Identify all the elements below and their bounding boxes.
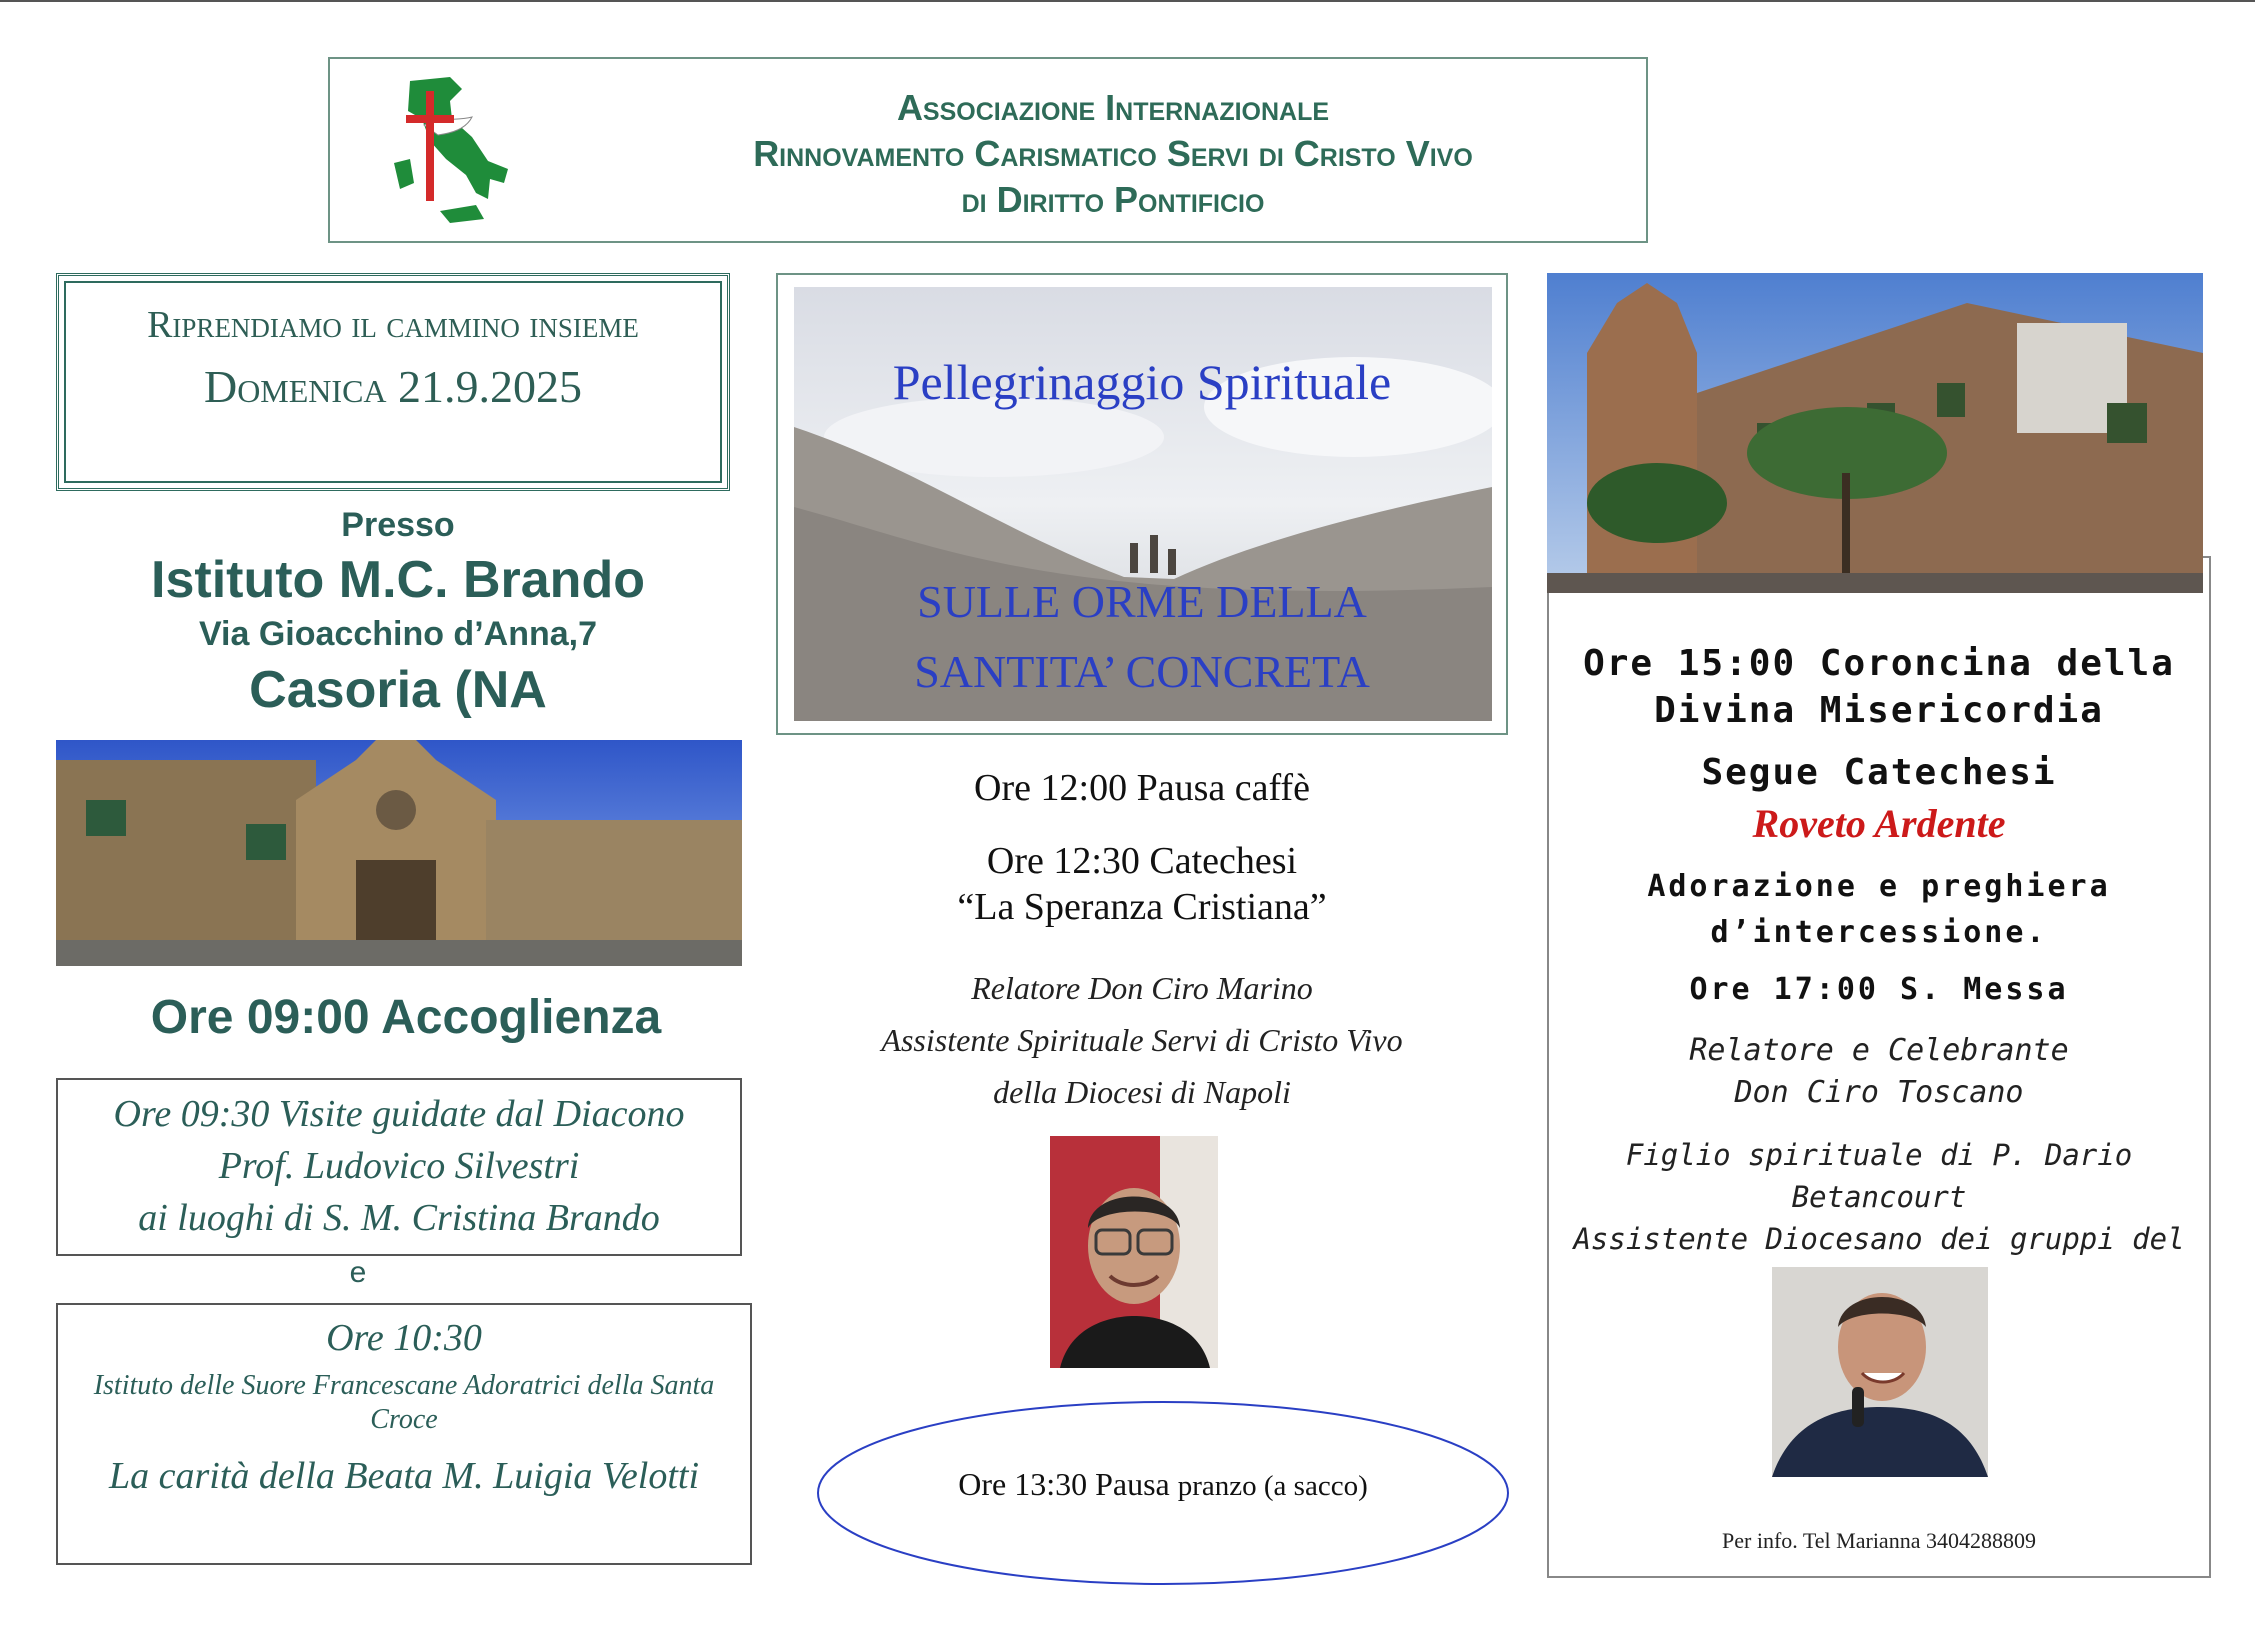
ore-1030-time: Ore 10:30 <box>326 1317 482 1359</box>
adorazione-line-2: d’intercessione. <box>1710 915 2048 950</box>
header-line-3: di Diritto Pontificio <box>961 179 1265 220</box>
ore-1500-line-1: Ore 15:00 Coroncina della <box>1583 643 2175 684</box>
visite-line-1: Ore 09:30 Visite guidate dal Diacono <box>113 1093 685 1135</box>
ore-1030-box <box>56 1303 752 1565</box>
relcel-line-1: Relatore e Celebrante <box>1689 1033 2069 1068</box>
ore-1200-text: Ore 12:00 Pausa caffè <box>974 767 1310 809</box>
istituto-building-photo <box>1547 273 2203 593</box>
visite-box <box>56 1078 742 1256</box>
conjunction-e: e <box>349 1256 367 1289</box>
pilgrimage-banner <box>776 273 1508 735</box>
relcel-line-2: Don Ciro Toscano <box>1734 1075 2024 1110</box>
orme-line-2: SANTITA’ CONCRETA <box>914 646 1370 697</box>
orme-line-1: SULLE ORME DELLA <box>917 576 1367 627</box>
roveto-ardente-title: Roveto Ardente <box>1752 801 2006 846</box>
relatore-line-2: Assistente Spirituale Servi di Cristo Vivo <box>881 1022 1403 1058</box>
ore-1230-block <box>776 838 1508 930</box>
adorazione-line-1: Adorazione e preghiera <box>1647 869 2111 904</box>
relatore-line-3: della Diocesi di Napoli <box>993 1074 1291 1110</box>
accoglienza-time: Ore 09:00 Accoglienza <box>150 991 662 1044</box>
venue-name: Istituto M.C. Brando <box>151 551 645 609</box>
presso-label: Presso <box>341 506 455 544</box>
segue-catechesi: Segue Catechesi <box>1701 752 2057 793</box>
visite-line-2: Prof. Ludovico Silvestri <box>218 1145 580 1187</box>
ore-1330-label: Ore 13:30 Pausa <box>958 1466 1170 1502</box>
adorazione-block <box>1547 864 2211 956</box>
ore-1230-text: Ore 12:30 Catechesi <box>986 840 1298 882</box>
italy-map-logo-icon <box>380 71 520 231</box>
info-contact: Per info. Tel Marianna 3404288809 <box>1722 1528 2036 1553</box>
ore-1700-messa: Ore 17:00 S. Messa <box>1689 972 2069 1007</box>
visite-line-3: ai luoghi di S. M. Cristina Brando <box>138 1197 660 1239</box>
title-date-box <box>56 273 730 491</box>
don-ciro-marino-photo <box>1050 1136 1218 1368</box>
pellegrinaggio-title: Pellegrinaggio Spirituale <box>892 354 1392 410</box>
riprendiamo-text: Riprendiamo il cammino insieme <box>147 304 639 346</box>
venue-city: Casoria (NA <box>249 661 547 719</box>
ore-1500-block <box>1547 640 2211 734</box>
event-date: Domenica 21.9.2025 <box>203 361 583 412</box>
figlio-line-2: Assistente Diocesano dei gruppi del <box>1573 1222 2185 1256</box>
venue-address: Via Gioacchino d’Anna,7 <box>198 615 598 653</box>
pranzo-label: pranzo (a sacco) <box>1177 1470 1368 1502</box>
istituto-suore-text: Istituto delle Suore Francescane Adoratrici della Santa Croce <box>93 1370 715 1435</box>
header-box <box>328 57 1648 243</box>
figlio-line-1: Figlio spirituale di P. Dario Betancourt <box>1625 1138 2133 1214</box>
relatore-marino-block <box>776 962 1508 1118</box>
relatore-celebrante-block <box>1547 1030 2211 1114</box>
top-border-line <box>0 0 2255 2</box>
ore-1330-text <box>816 1466 1510 1503</box>
church-facade-photo <box>56 740 742 966</box>
header-line-2: Rinnovamento Carismatico Servi di Cristo Vivo <box>753 133 1473 174</box>
carita-text: La carità della Beata M. Luigia Velotti <box>108 1455 700 1497</box>
ore-1500-line-2: Divina Misericordia <box>1654 690 2104 731</box>
relatore-line-1: Relatore Don Ciro Marino <box>971 970 1313 1006</box>
orme-title <box>778 567 1506 707</box>
header-line-1: Associazione Internazionale <box>896 87 1330 128</box>
speranza-title: “La Speranza Cristiana” <box>957 886 1327 928</box>
don-ciro-toscano-photo <box>1772 1267 1988 1477</box>
